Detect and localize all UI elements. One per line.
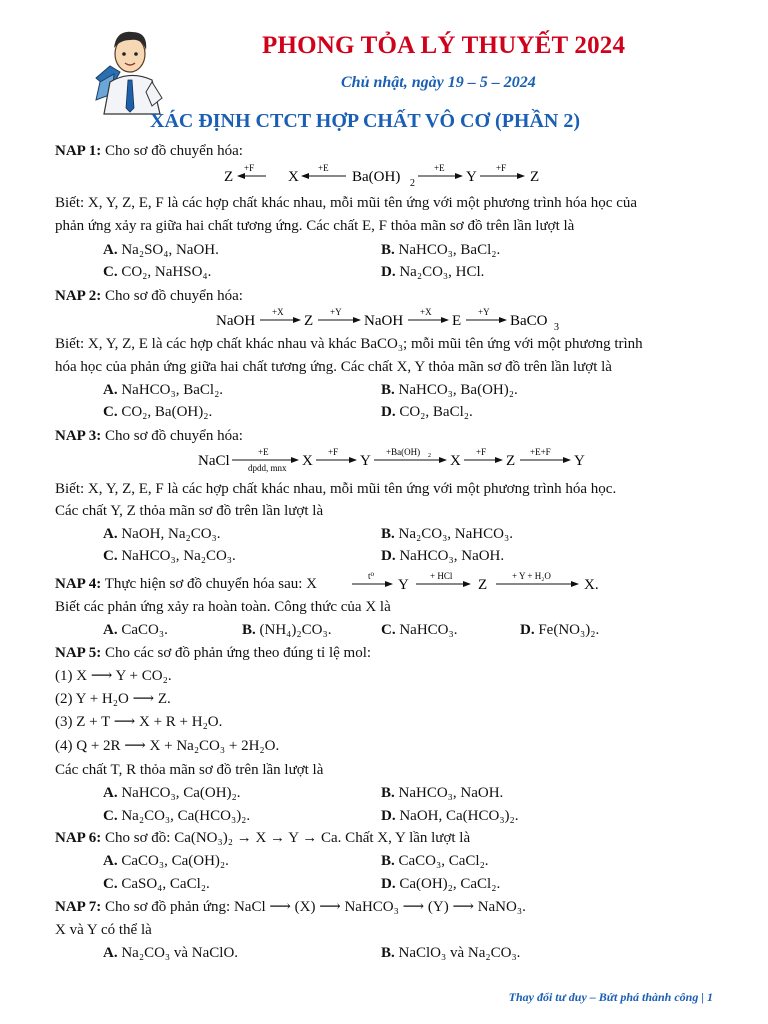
- question-5-option-c[interactable]: C. Na₂CO₃, Ca(HCO₃)₂.: [103, 808, 251, 824]
- svg-text:Y: Y: [466, 169, 477, 185]
- question-7-option-a[interactable]: A. Na₂CO₃ và NaClO.: [103, 945, 239, 961]
- svg-text:+E+F: +E+F: [530, 447, 551, 457]
- reaction-2: (2) Y + H₂O ⟶ Z.: [55, 691, 171, 707]
- svg-text:Z: Z: [506, 453, 516, 469]
- question-4-text: Biết các phản ứng xảy ra hoàn toàn. Công thức của X là: [55, 599, 391, 615]
- svg-text:E: E: [452, 313, 462, 329]
- svg-text:+F: +F: [476, 447, 487, 457]
- question-6-option-c[interactable]: C. CaSO₄, CaCl₂.: [103, 876, 210, 892]
- question-1-option-d[interactable]: D. Na₂CO₃, HCl.: [381, 264, 485, 280]
- question-5-option-a[interactable]: A. NaHCO₃, Ca(OH)₂.: [103, 785, 241, 801]
- reaction-4: (4) Q + 2R ⟶ X + Na₂CO₃ + 2H₂O.: [55, 738, 280, 754]
- question-3-text: Biết: X, Y, Z, E, F là các hợp chất khác nhau, mỗi mũi tên ứng với một phương trình hóa học.: [55, 481, 617, 497]
- svg-text:+F: +F: [496, 163, 507, 173]
- svg-text:+Ba(OH): +Ba(OH): [386, 447, 421, 457]
- svg-text:3: 3: [554, 322, 559, 333]
- question-4-option-d[interactable]: D. Fe(NO₃)₂.: [520, 622, 600, 638]
- question-1-option-b[interactable]: B. NaHCO₃, BaCl₂.: [381, 242, 501, 258]
- question-1-text: Biết: X, Y, Z, E, F là các hợp chất khác nhau, mỗi mũi tên ứng với một phương trình hóa học của: [55, 195, 638, 211]
- question-4-scheme: [350, 568, 610, 598]
- question-3-option-c[interactable]: C. NaHCO₃, Na₂CO₃.: [103, 548, 236, 564]
- svg-text:Z: Z: [224, 169, 234, 185]
- question-4-option-a[interactable]: A. CaCO₃.: [103, 622, 168, 638]
- question-5-text: Các chất T, R thỏa mãn sơ đồ trên lần lượt là: [55, 762, 324, 778]
- svg-text:Z: Z: [530, 169, 540, 185]
- question-2-scheme: [214, 306, 564, 334]
- svg-text:+F: +F: [244, 163, 255, 173]
- reaction-3: (3) Z + T ⟶ X + R + H₂O.: [55, 714, 223, 730]
- svg-text:t⁰: t⁰: [368, 571, 375, 581]
- svg-text:NaOH: NaOH: [216, 313, 256, 329]
- question-1-option-a[interactable]: A. Na₂SO₄, NaOH.: [103, 242, 219, 258]
- svg-text:2: 2: [428, 453, 431, 459]
- svg-text:+F: +F: [328, 447, 339, 457]
- svg-text:dpdd, mnx: dpdd, mnx: [248, 463, 287, 473]
- question-2-text: hóa học của phản ứng giữa hai chất tương ứng. Các chất X, Y thỏa mãn sơ đồ trên lần lượt là: [55, 359, 612, 375]
- svg-text:+Y: +Y: [330, 307, 342, 317]
- question-1-scheme: [222, 160, 552, 190]
- svg-text:X.: X.: [584, 577, 599, 593]
- question-2-option-c[interactable]: C. CO₂, Ba(OH)₂.: [103, 404, 213, 420]
- svg-text:+Y: +Y: [478, 307, 490, 317]
- question-2-intro: NAP 2: Cho sơ đồ chuyển hóa:: [55, 288, 243, 304]
- question-1-intro: NAP 1: Cho sơ đồ chuyển hóa:: [55, 143, 243, 159]
- question-3-scheme: [196, 446, 596, 478]
- question-5-intro: NAP 5: Cho các sơ đồ phản ứng theo đúng tỉ lệ mol:: [55, 645, 372, 661]
- question-6-option-a[interactable]: A. CaCO₃, Ca(OH)₂.: [103, 853, 229, 869]
- svg-text:Y: Y: [398, 577, 409, 593]
- svg-text:Y: Y: [574, 453, 585, 469]
- svg-text:+E: +E: [318, 163, 329, 173]
- svg-text:2: 2: [410, 178, 415, 189]
- svg-text:X: X: [288, 169, 299, 185]
- svg-text:+ Y + H₂O: + Y + H₂O: [512, 571, 551, 581]
- svg-text:NaCl: NaCl: [198, 453, 230, 469]
- question-1-option-c[interactable]: C. CO₂, NaHSO₄.: [103, 264, 212, 280]
- page-date: Chủ nhật, ngày 19 – 5 – 2024: [341, 74, 536, 91]
- question-6-option-d[interactable]: D. Ca(OH)₂, CaCl₂.: [381, 876, 501, 892]
- svg-text:+X: +X: [272, 307, 284, 317]
- question-7-option-b[interactable]: B. NaClO₃ và Na₂CO₃.: [381, 945, 521, 961]
- svg-text:BaCO: BaCO: [510, 313, 548, 329]
- question-4-intro: NAP 4: Thực hiện sơ đồ chuyển hóa sau: X: [55, 576, 317, 592]
- svg-text:NaOH: NaOH: [364, 313, 404, 329]
- question-3-option-b[interactable]: B. Na₂CO₃, NaHCO₃.: [381, 526, 513, 542]
- question-1-text: phản ứng xảy ra giữa hai chất tương ứng. Các chất E, F thỏa mãn sơ đồ trên lần lượt là: [55, 218, 575, 234]
- question-6-option-b[interactable]: B. CaCO₃, CaCl₂.: [381, 853, 489, 869]
- question-2-option-b[interactable]: B. NaHCO₃, Ba(OH)₂.: [381, 382, 518, 398]
- svg-text:X: X: [450, 453, 461, 469]
- svg-text:Y: Y: [360, 453, 371, 469]
- question-4-option-b[interactable]: B. (NH₄)₂CO₃.: [242, 622, 332, 638]
- question-3-text: Các chất Y, Z thỏa mãn sơ đồ trên lần lượt là: [55, 503, 324, 519]
- svg-text:+X: +X: [420, 307, 432, 317]
- question-2-option-d[interactable]: D. CO₂, BaCl₂.: [381, 404, 473, 420]
- svg-text:+E: +E: [434, 163, 445, 173]
- question-6-intro: NAP 6: Cho sơ đồ: Ca(NO₃)₂ → X → Y → Ca. Chất X, Y lần lượt là: [55, 830, 471, 846]
- question-3-option-d[interactable]: D. NaHCO₃, NaOH.: [381, 548, 505, 564]
- svg-text:Z: Z: [478, 577, 488, 593]
- svg-text:Ba(OH): Ba(OH): [352, 169, 401, 185]
- question-7-intro: NAP 7: Cho sơ đồ phản ứng: NaCl ⟶ (X) ⟶ NaHCO₃ ⟶ (Y) ⟶ NaNO₃.: [55, 899, 526, 915]
- svg-text:+ HCl: + HCl: [430, 571, 453, 581]
- question-2-option-a[interactable]: A. NaHCO₃, BaCl₂.: [103, 382, 224, 398]
- question-5-option-d[interactable]: D. NaOH, Ca(HCO₃)₂.: [381, 808, 519, 824]
- svg-text:X: X: [302, 453, 313, 469]
- question-3-intro: NAP 3: Cho sơ đồ chuyển hóa:: [55, 428, 243, 444]
- question-4-option-c[interactable]: C. NaHCO₃.: [381, 622, 458, 638]
- svg-text:Z: Z: [304, 313, 314, 329]
- svg-text:+E: +E: [258, 447, 269, 457]
- section-heading: XÁC ĐỊNH CTCT HỢP CHẤT VÔ CƠ (PHẦN 2): [150, 110, 581, 132]
- page-footer: Thay đổi tư duy – Bứt phá thành công | 1: [508, 990, 713, 1004]
- reaction-1: (1) X ⟶ Y + CO₂.: [55, 668, 172, 684]
- question-3-option-a[interactable]: A. NaOH, Na₂CO₃.: [103, 526, 221, 542]
- question-7-text: X và Y có thể là: [55, 922, 152, 938]
- teacher-illustration: [90, 22, 170, 117]
- question-2-text: Biết: X, Y, Z, E là các hợp chất khác nhau và khác BaCO₃; mỗi mũi tên ứng với một phương trình: [55, 336, 643, 352]
- question-5-option-b[interactable]: B. NaHCO₃, NaOH.: [381, 785, 504, 801]
- page-title: PHONG TỎA LÝ THUYẾT 2024: [262, 32, 626, 59]
